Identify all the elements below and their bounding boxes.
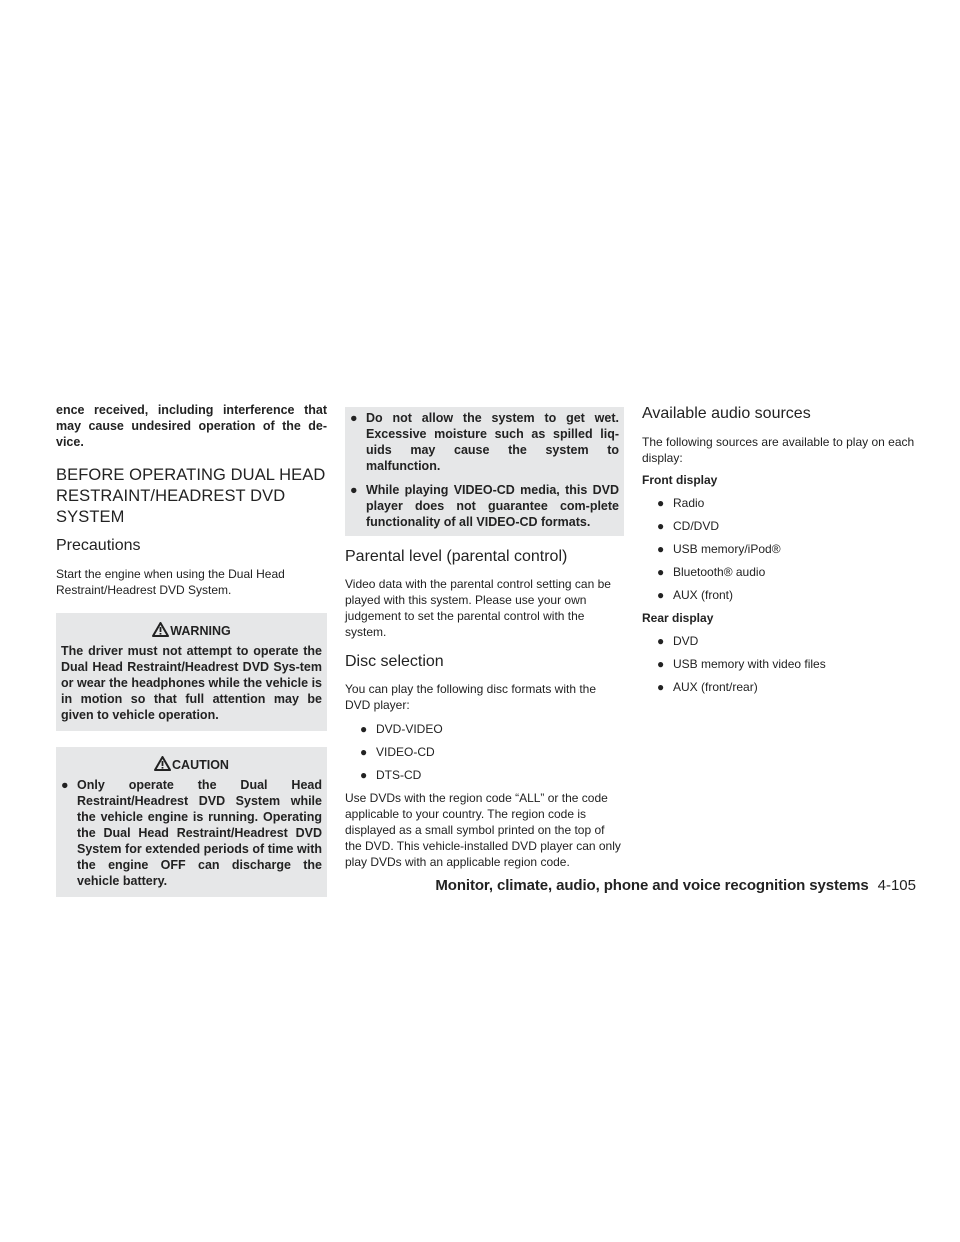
- bullet-icon: ●: [61, 778, 69, 792]
- bullet-icon: ●: [657, 588, 665, 602]
- list-item: ● USB memory with video files: [657, 657, 826, 671]
- page-footer: [435, 877, 916, 894]
- column-2: [345, 407, 624, 870]
- section-title: BEFORE OPERATING DUAL HEAD RESTRAINT/HEADREST DVD SYSTEM: [56, 466, 326, 526]
- rear-display-label: Rear display: [642, 611, 714, 625]
- front-display-list: [642, 495, 916, 603]
- list-item: ● Bluetooth® audio: [657, 565, 766, 579]
- list-item: ● AUX (front): [657, 588, 734, 602]
- caution-item: ● While playing VIDEO-CD media, this DVD player does not guarantee com-plete functionality of all VIDEO-CD formats.: [350, 483, 619, 529]
- bullet-icon: ●: [360, 745, 368, 759]
- page-number: 4-105: [877, 877, 916, 894]
- front-display-label: Front display: [642, 473, 718, 487]
- warning-header: [61, 619, 322, 643]
- caution-triangle-icon: [154, 756, 171, 771]
- precautions-heading: Precautions: [56, 537, 141, 554]
- caution-header: [61, 753, 322, 777]
- list-item: ● AUX (front/rear): [657, 680, 758, 694]
- list-item: ● VIDEO-CD: [360, 745, 435, 759]
- list-item: ● DTS-CD: [360, 768, 422, 782]
- warning-box: [56, 613, 327, 731]
- caution-label: CAUTION: [172, 758, 229, 772]
- bullet-icon: ●: [657, 565, 665, 579]
- disc-text: You can play the following disc formats with the DVD player:: [345, 682, 597, 712]
- bullet-icon: ●: [350, 411, 358, 425]
- caution-list: [61, 777, 322, 889]
- bullet-icon: ●: [360, 722, 368, 736]
- caution-box-continued: [345, 407, 624, 536]
- chapter-title: Monitor, climate, audio, phone and voice recognition systems: [435, 877, 869, 894]
- precautions-text: Start the engine when using the Dual Head Restraint/Headrest DVD System.: [56, 567, 285, 597]
- column-1: [56, 402, 327, 897]
- list-item: ● CD/DVD: [657, 519, 720, 533]
- warning-label: WARNING: [170, 624, 231, 638]
- bullet-icon: ●: [657, 634, 665, 648]
- audio-text: The following sources are available to play on each display:: [642, 435, 915, 465]
- rear-display-list: [642, 633, 916, 695]
- region-text: Use DVDs with the region code “ALL” or the code applicable to your country. The region code is displayed as a small symbol printed on the top of the DVD. This vehicle-installed DVD player can only play DVDs with an applicable region code.: [345, 791, 621, 869]
- parental-heading: Parental level (parental control): [345, 548, 568, 565]
- disc-heading: Disc selection: [345, 653, 444, 670]
- audio-heading: Available audio sources: [642, 405, 811, 422]
- disc-format-list: [345, 721, 624, 783]
- caution-list-continued: [350, 410, 619, 530]
- bullet-icon: ●: [360, 768, 368, 782]
- column-3: [642, 404, 916, 702]
- warning-text: The driver must not attempt to operate the Dual Head Restraint/Headrest DVD Sys-tem or wear the headphones while the vehicle is in motion so that full attention may be given to vehicle operation.: [61, 644, 322, 722]
- list-item: ● DVD-VIDEO: [360, 722, 443, 736]
- bullet-icon: ●: [657, 542, 665, 556]
- warning-triangle-icon: [152, 622, 169, 637]
- list-item: ● Radio: [657, 496, 705, 510]
- caution-item: ● Only operate the Dual Head Restraint/Headrest DVD System while the vehicle engine is running. Operating the Dual Head Restraint/Headrest DVD System for extended periods of time with the engine OFF can discharge the vehicle battery.: [61, 778, 322, 888]
- list-item: ● USB memory/iPod®: [657, 542, 781, 556]
- caution-item: ● Do not allow the system to get wet. Excessive moisture such as spilled liq-uids may cause the system to malfunction.: [350, 411, 619, 473]
- caution-box: [56, 747, 327, 897]
- bullet-icon: ●: [657, 496, 665, 510]
- bullet-icon: ●: [657, 519, 665, 533]
- bullet-icon: ●: [657, 657, 665, 671]
- continued-text: ence received, including interference that may cause undesired operation of the de-vice.: [56, 403, 327, 449]
- parental-text: Video data with the parental control setting can be played with this system. Please use your own judgement to set the parental control with the system.: [345, 577, 611, 639]
- bullet-icon: ●: [657, 680, 665, 694]
- bullet-icon: ●: [350, 483, 358, 497]
- list-item: ● DVD: [657, 634, 699, 648]
